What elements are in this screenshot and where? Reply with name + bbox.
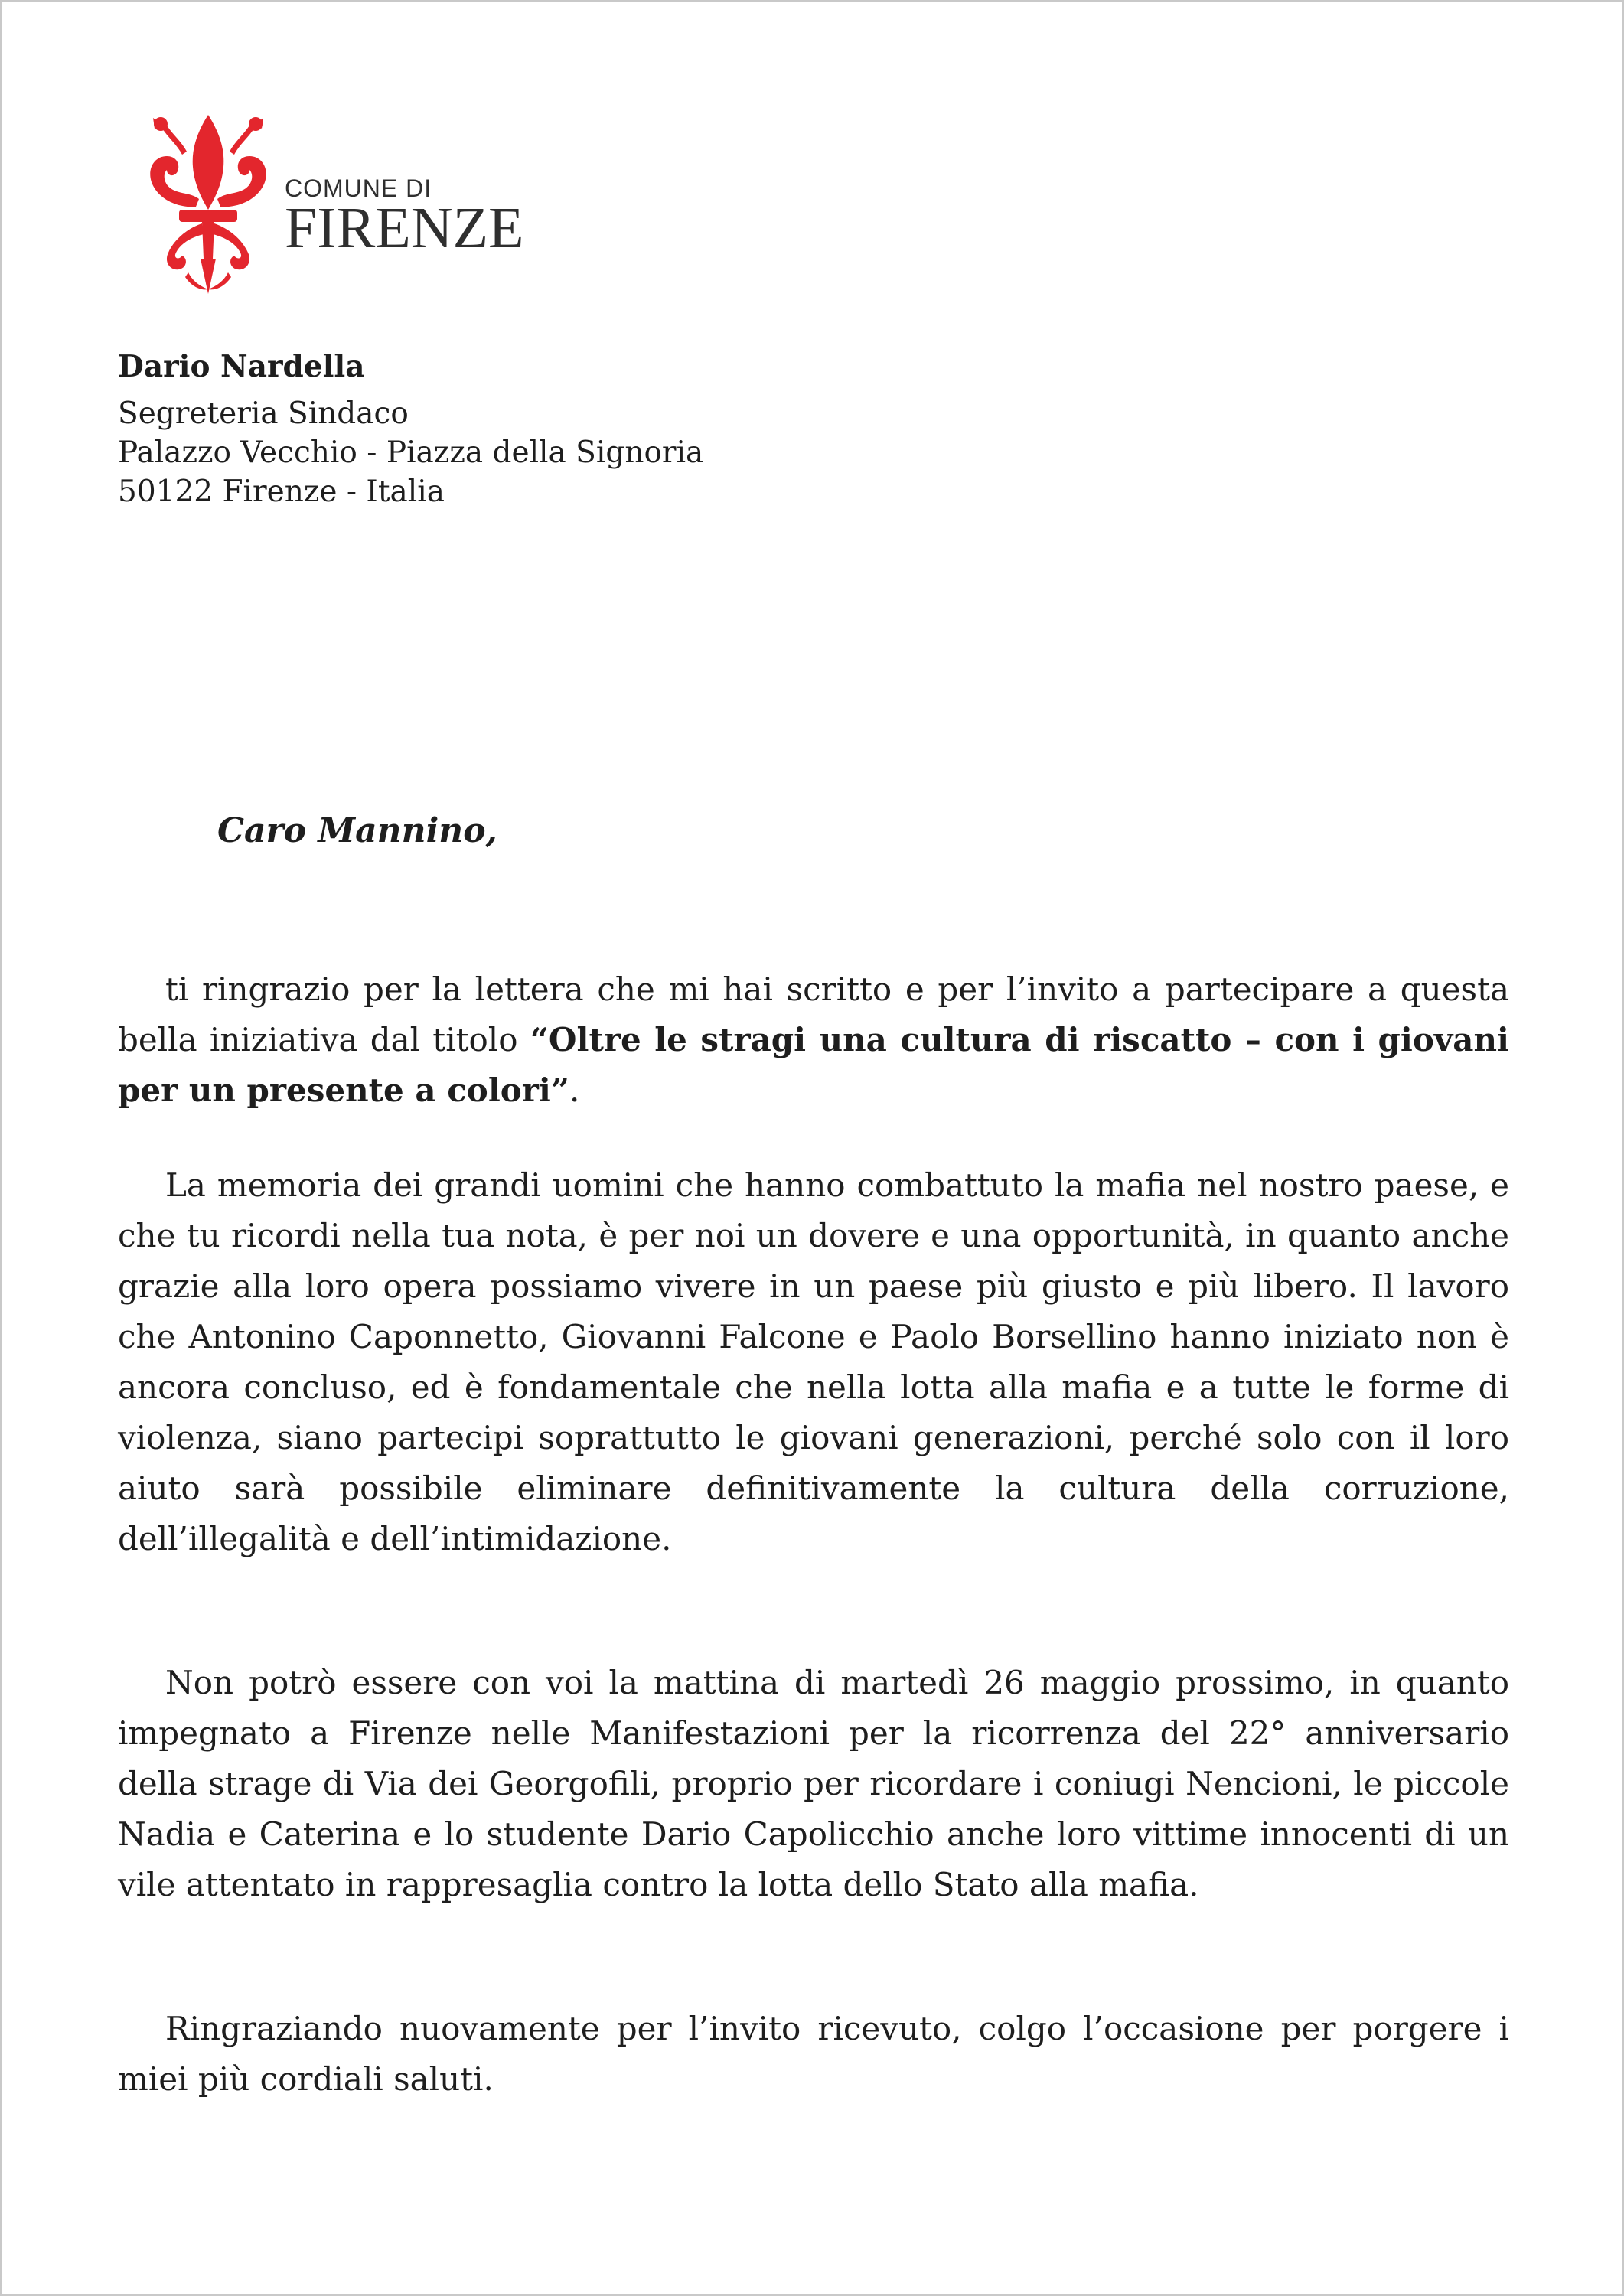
paragraph-absence: Non potrò essere con voi la mattina di martedì 26 maggio prossimo, in quanto impegnato a Firenze nelle Manifestazioni per la ricorrenza del 22° anniversario della strage di Via dei Georgofili, proprio per ricordare i coniugi Nencioni, le piccole Nadia e Caterina e lo studente Dario Capolicchio anche loro vittime innocenti di un vile attentato in rappresaglia contro la lotta dello Stato alla mafia.: [118, 1664, 1509, 1903]
logo-wordmark: [285, 174, 523, 262]
sender-block: [118, 347, 703, 511]
letter-body: [118, 964, 1509, 2105]
logo-firenze: FIRENZE: [285, 196, 524, 260]
sender-address: Palazzo Vecchio - Piazza della Signoria: [118, 435, 704, 470]
sender-city: 50122 Firenze - Italia: [118, 475, 445, 509]
paragraph-thanks-text: ti ringrazio per la lettera che mi hai scritto e per l’invito a partecipare a questa bella iniziativa dal titolo: [118, 970, 1509, 1058]
paragraph-thanks-end: .: [569, 1071, 580, 1109]
paragraph-closing: Ringraziando nuovamente per l’invito ricevuto, colgo l’occasione per porgere i miei più cordiali saluti.: [118, 2010, 1509, 2098]
fleur-de-lis-icon: [132, 109, 285, 300]
sender-name: Dario Nardella: [118, 349, 365, 384]
paragraph-memory: La memoria dei grandi uomini che hanno combattuto la mafia nel nostro paese, e che tu ricordi nella tua nota, è per noi un dovere e una opportunità, in quanto anche grazie alla loro opera possiamo vivere in un paese più giusto e più libero. Il lavoro che Antonino Caponnetto, Giovanni Falcone e Paolo Borsellino hanno iniziato non è ancora concluso, ed è fondamentale che nella lotta alla mafia e a tutte le forme di violenza, siano partecipi soprattutto le giovani generazioni, perché solo con il loro aiuto sarà possibile eliminare definitivamente la cultura della corruzione, dell’illegalità e dell’intimidazione.: [118, 1166, 1509, 1557]
sender-office: Segreteria Sindaco: [118, 396, 409, 431]
initiative-title: “Oltre le stragi una cultura di riscatto – con i giovani per un presente a colori”: [118, 1021, 1509, 1109]
comune-di-firenze-logo: [132, 109, 545, 308]
logo-comune-di: COMUNE DI: [285, 174, 432, 202]
paragraph-thanks: [118, 964, 1509, 1116]
salutation: Caro Mannino,: [217, 811, 497, 850]
